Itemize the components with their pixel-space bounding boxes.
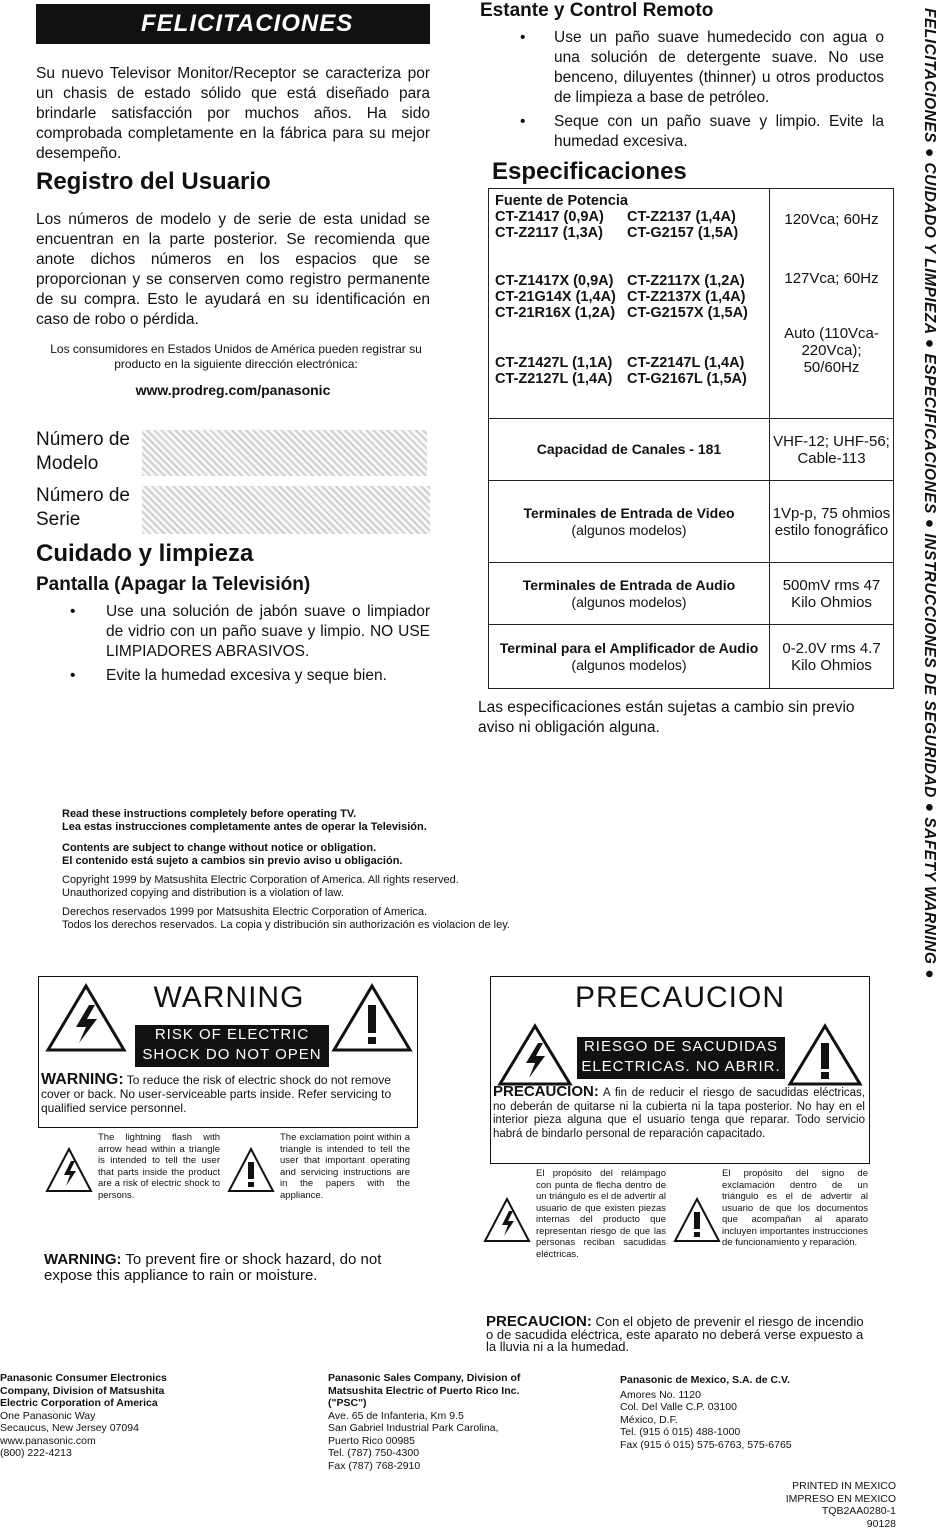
group2-models: CT-Z1417X (0,9A) CT-Z2117X (1,2A) CT-21G14X (1,4A) CT-Z2137X (1,4A) CT-21R16X (1,2A) CT-G2157X (1,5A) [495, 273, 748, 321]
serie-label: Número de Serie [36, 485, 130, 530]
lightning-triangle-icon [45, 983, 127, 1053]
warning-box [38, 976, 418, 1128]
exclamation-triangle-icon [331, 983, 413, 1053]
fuente-cell [489, 189, 770, 419]
spec-title: Especificaciones [492, 158, 687, 185]
list-item: • Use una solución de jabón suave o limpiador de vidrio con un paño suave y limpio. NO USE LIMPIADORES ABRASIVOS. [36, 602, 430, 662]
canales-label: Capacidad de Canales - 181 [489, 419, 770, 481]
exclamation-triangle-icon [672, 1196, 722, 1244]
precaucion-blackbox: RIESGO DE SACUDIDAS ELECTRICAS. NO ABRIR. [577, 1037, 785, 1079]
estante-list [514, 28, 884, 156]
warning-bottom: WARNING: To prevent fire or shock hazard, do not expose this appliance to rain or moisture. [44, 1251, 382, 1284]
estante-title: Estante y Control Remoto [480, 0, 714, 21]
precaucion-bottom: PRECAUCION: Con el objeto de prevenir el riesgo de incendio o de sacudida eléctrica, este aparato no deberá verse expuesto a la lluvia ni a la humedad. [486, 1313, 864, 1354]
notices: Read these instructions completely before operating TV. Lea estas instrucciones completamente antes de operar la Televisión. Contents are subject to change without notice or obligation. El contenido está sujeto a cambios sin previo aviso u obligación. Copyright 1999 by Matsushita Electric Corporation of America. All rights reserved. Unauthorized copying and distribution is a violation of law. Derechos reservados 1999 por Matsushita Electric Corporation of America. Todos los derechos reservados. La copia y distribución sin authorización es violacion de ley. [62, 808, 510, 931]
precaucion-flash-text: El propósito del relámpago con punta de flecha dentro de un triángulo es el de advertir al usuario de que existen piezas internas del producto que representan riesgo de que las personas reciban sacudidas eléctricas. [536, 1168, 666, 1260]
felicitaciones-banner: FELICITACIONES [36, 4, 430, 44]
footer-address-mx: Panasonic de Mexico, S.A. de C.V. Amores No. 1120 Col. Del Valle C.P. 03100 México, D.F. Tel. (915 ó 015) 488-1000 Fax (915 ó 015) 575-6763, 575-6765 [620, 1374, 792, 1451]
audio-label: Terminales de Entrada de Audio (algunos modelos) [489, 563, 770, 625]
section-sidebar: FELICITACIONES ● CUIDADO Y LIMPIEZA ● ESPECIFICACIONES ● INSTRUCCIONES DE SEGURIDAD ● SAFETY WARNING ● [921, 8, 938, 980]
warning-blackbox: RISK OF ELECTRIC SHOCK DO NOT OPEN [135, 1025, 329, 1067]
canales-value: VHF-12; UHF-56; Cable-113 [770, 419, 894, 481]
precaucion-box [490, 976, 870, 1164]
fuente-header: Fuente de Potencia [495, 193, 628, 209]
registro-note: Los consumidores en Estados Unidos de América pueden registrar su producto en la siguiente dirección electrónica: [50, 342, 422, 371]
pantalla-list [36, 602, 430, 690]
pantalla-title: Pantalla (Apagar la Televisión) [36, 574, 311, 595]
video-label: Terminales de Entrada de Video (algunos modelos) [489, 481, 770, 563]
lightning-triangle-icon [497, 1023, 573, 1087]
amp-value: 0-2.0V rms 4.7 Kilo Ohmios [770, 625, 894, 689]
serie-field[interactable] [142, 486, 430, 534]
registro-paragraph: Los números de modelo y de serie de esta unidad se encuentran en la parte posterior. Se recomienda que anote dichos números en los espacios que se proporcionan y se conserven como registro permanente de su compra. Esto le ayudará en su identificación en caso de robo o pérdida. [36, 211, 430, 328]
precaucion-title: PRECAUCION [574, 981, 786, 1014]
list-item: • Use un paño suave humedecido con agua o una solución de detergente suave. No use benceno, diluyentes (thinner) u otros productos de limpieza a base de petróleo. [514, 28, 884, 108]
registration-url[interactable]: www.prodreg.com/panasonic [135, 382, 331, 398]
group3-models: CT-Z1427L (1,1A) CT-Z2147L (1,4A) CT-Z2127L (1,4A) CT-G2167L (1,5A) [495, 355, 747, 387]
footer-address-us: Panasonic Consumer Electronics Company, Division of Matsushita Electric Corporation of America One Panasonic Way Secaucus, New Jersey 07094 www.panasonic.com (800) 222-4213 [0, 1372, 167, 1459]
fuente-values: 120Vca; 60Hz 127Vca; 60Hz Auto (110Vca-220Vca); 50/60Hz [770, 189, 894, 419]
spec-note: Las especificaciones están sujetas a cambio sin previo aviso ni obligación alguna. [478, 699, 855, 736]
amp-label: Terminal para el Amplificador de Audio (algunos modelos) [489, 625, 770, 689]
precaucion-text: PRECAUCION: A fin de reducir el riesgo de sacudidas eléctricas, no deberán de quitarse ni la cubierta ni la tapa posterior. No hay en el interior pieza alguna que el usuario tenga que reparar. Todo servicio habrá de bindarlo personal de reparación capacitado. [493, 1083, 865, 1140]
lightning-triangle-icon [482, 1196, 532, 1244]
cuidado-title: Cuidado y limpieza [36, 540, 254, 567]
exclamation-triangle-icon [787, 1023, 863, 1087]
modelo-label: Número de Modelo [36, 429, 130, 474]
video-value: 1Vp-p, 75 ohmios estilo fonográfico [770, 481, 894, 563]
audio-value: 500mV rms 47 Kilo Ohmios [770, 563, 894, 625]
footer-address-pr: Panasonic Sales Company, Division of Matsushita Electric of Puerto Rico Inc. ("PSC") Ave. 65 de Infanteria, Km 9.5 San Gabriel Industrial Park Carolina, Puerto Rico 00985 Tel. (787) 750-4300 Fax (787) 768-2910 [328, 1372, 521, 1472]
list-item: • Evite la humedad excesiva y seque bien. [36, 666, 430, 686]
exclamation-triangle-icon [226, 1146, 276, 1194]
list-item: • Seque con un paño suave y limpio. Evite la humedad excesiva. [514, 112, 884, 152]
printed-info: PRINTED IN MEXICO IMPRESO EN MEXICO TQB2AA0280-1 90128 [785, 1480, 896, 1530]
modelo-field[interactable] [142, 430, 427, 476]
warning-excl-text: The exclamation point within a triangle is intended to tell the user that important operating and servicing instructions are in the papers with the appliance. [280, 1132, 410, 1201]
warning-text: WARNING: To reduce the risk of electric shock do not remove cover or back. No user-serviceable parts inside. Refer servicing to qualified service personnel. [41, 1071, 392, 1115]
spec-table [488, 188, 894, 689]
registro-title: Registro del Usuario [36, 168, 271, 195]
group1-models: CT-Z1417 (0,9A) CT-Z2137 (1,4A) CT-Z2117 (1,3A) CT-G2157 (1,5A) [495, 209, 739, 241]
warning-title: WARNING [153, 981, 305, 1014]
lightning-triangle-icon [44, 1146, 94, 1194]
warning-flash-text: The lightning flash with arrow head within a triangle is intended to tell the user that parts inside the product are a risk of electric shock to persons. [98, 1132, 220, 1201]
intro-paragraph: Su nuevo Televisor Monitor/Receptor se caracteriza por un chasis de estado sólido que está diseñado para brindarle satisfacción por muchos años. Ha sido comprobada completamente en la fábrica para su mejor desempeño. [36, 65, 430, 162]
precaucion-excl-text: El propósito del signo de exclamación dentro de un triángulo es el de advertir al usuario de que los documentos que acompañan al aparato incluyen importantes instrucciones de funcionamiento y reparación. [722, 1168, 868, 1248]
